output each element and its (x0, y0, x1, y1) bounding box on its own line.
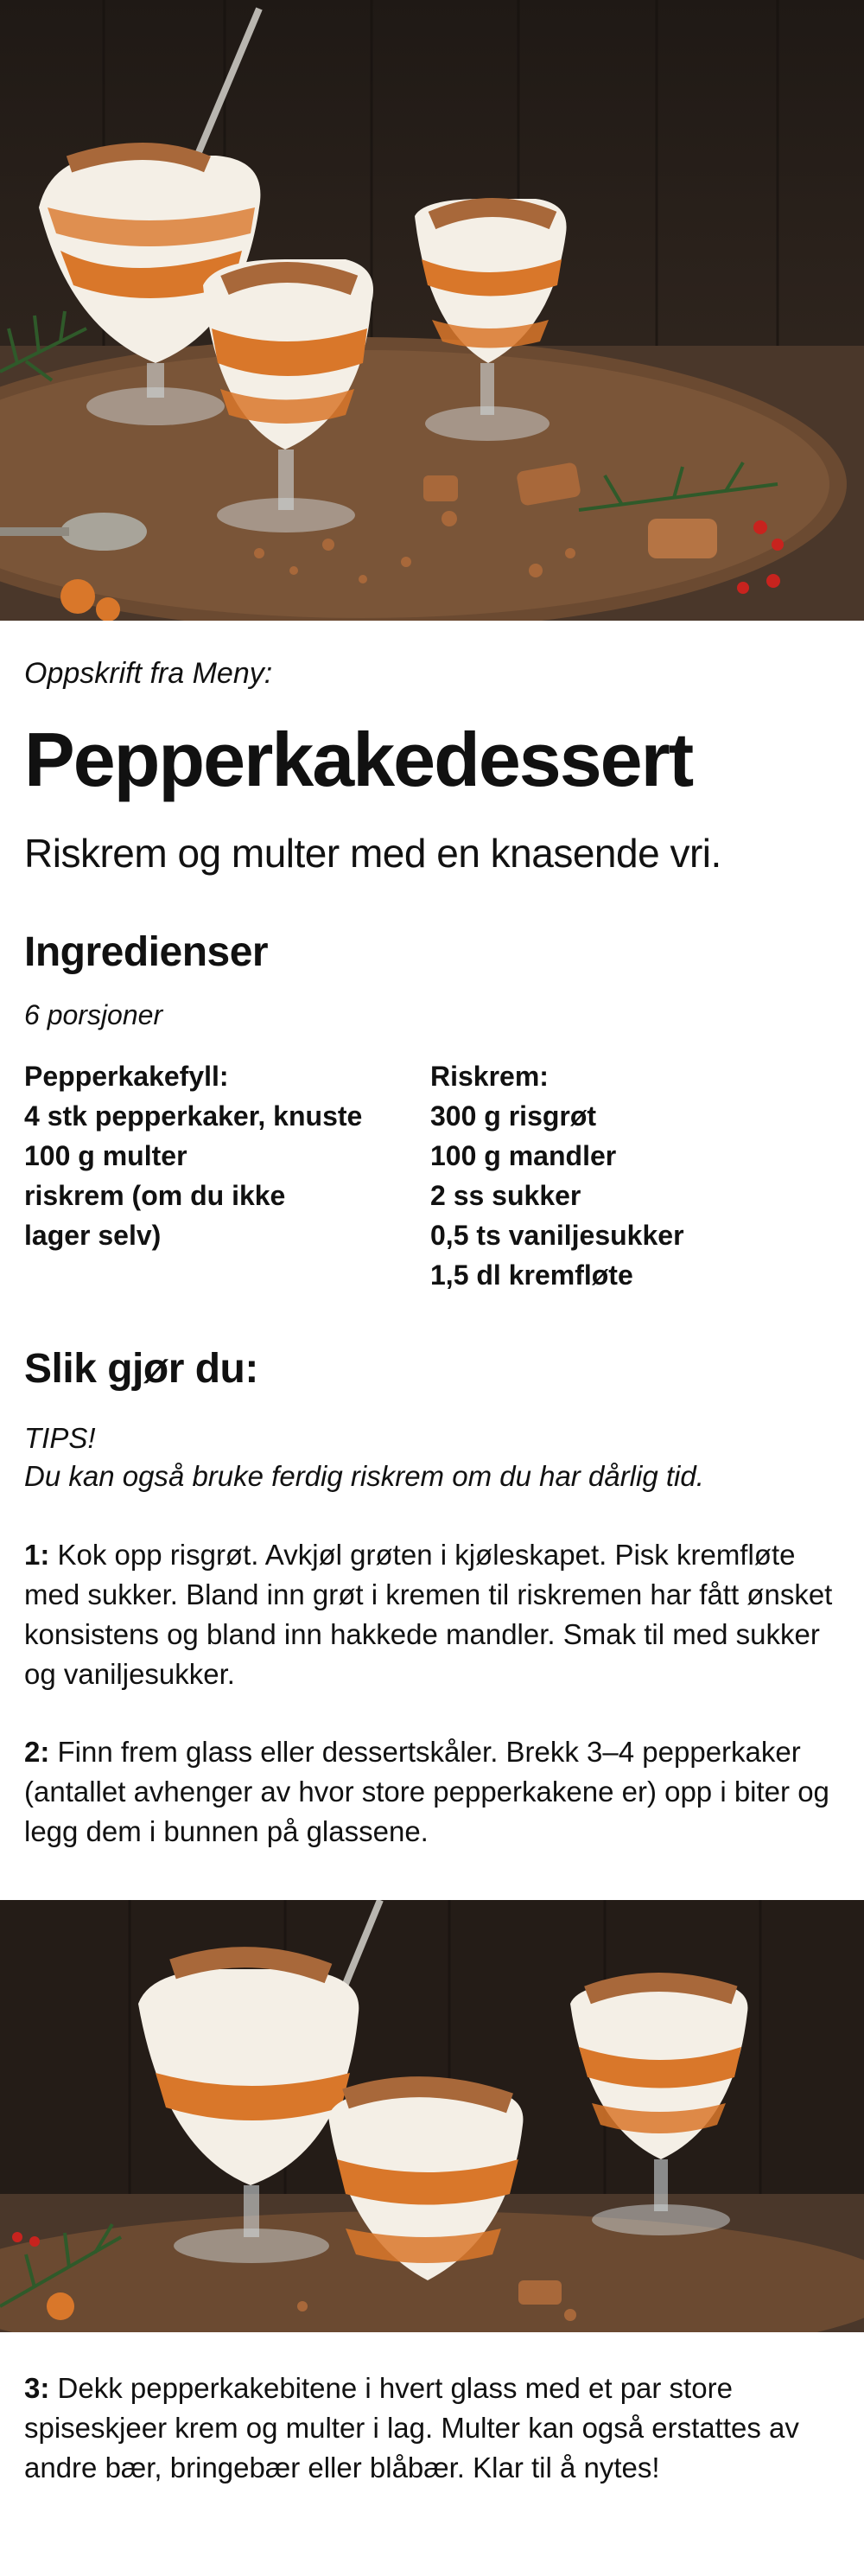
portions-label: 6 porsjoner (24, 999, 163, 1030)
page-subtitle: Riskrem og multer med en knasende vri. (24, 831, 721, 876)
ingredient-item: 300 g risgrøt (430, 1100, 597, 1132)
step-1 (24, 1535, 840, 1694)
ingredient-item: 100 g multer (24, 1140, 187, 1171)
tips-label: TIPS! (24, 1422, 96, 1454)
step-number: 2: (24, 1736, 50, 1768)
ingredients-riskrem-column (430, 1056, 684, 1295)
dessert-photo-bottom (0, 1900, 864, 2332)
ingredients-heading: Ingredienser (24, 929, 269, 975)
ingredient-item: 2 ss sukker (430, 1180, 581, 1211)
filling-heading: Pepperkakefyll: (24, 1061, 229, 1092)
ingredient-item: 4 stk pepperkaker, knuste (24, 1100, 363, 1132)
step-text: Finn frem glass eller dessertskåler. Brekk 3–4 pepperkaker (antallet avhenger av hvor store pepperkakene er) opp i biter og legg dem i bunnen på glassene. (24, 1736, 829, 1847)
step-text: Dekk pepperkakebitene i hvert glass med et par store spiseskjeer krem og multer i lag. Multer kan også erstattes av andre bær, bringebær eller blåbær. Klar til å nytes! (24, 2372, 799, 2484)
page-title: Pepperkakedessert (24, 717, 693, 802)
ingredient-item: 100 g mandler (430, 1140, 617, 1171)
step-3 (24, 2369, 840, 2488)
step-number: 1: (24, 1539, 50, 1571)
step-2 (24, 1732, 840, 1852)
ingredient-item: 0,5 ts vaniljesukker (430, 1220, 684, 1251)
method-heading: Slik gjør du: (24, 1346, 258, 1392)
dessert-photo-top (0, 0, 864, 621)
tips-block (24, 1419, 840, 1495)
step-number: 3: (24, 2372, 50, 2404)
ingredient-item: riskrem (om du ikke lager selv) (24, 1180, 286, 1251)
ingredient-item: 1,5 dl kremfløte (430, 1259, 633, 1291)
step-text: Kok opp risgrøt. Avkjøl grøten i kjøleskapet. Pisk kremfløte med sukker. Bland inn grøt i kremen til riskremen har fått ønsket konsistens og bland inn hakkede mandler. Smak til med sukker og vaniljesukker. (24, 1539, 833, 1690)
ingredients-filling-column (24, 1056, 404, 1255)
riskrem-heading: Riskrem: (430, 1061, 549, 1092)
tips-text: Du kan også bruke ferdig riskrem om du har dårlig tid. (24, 1460, 704, 1492)
source-label: Oppskrift fra Meny: (24, 657, 273, 690)
